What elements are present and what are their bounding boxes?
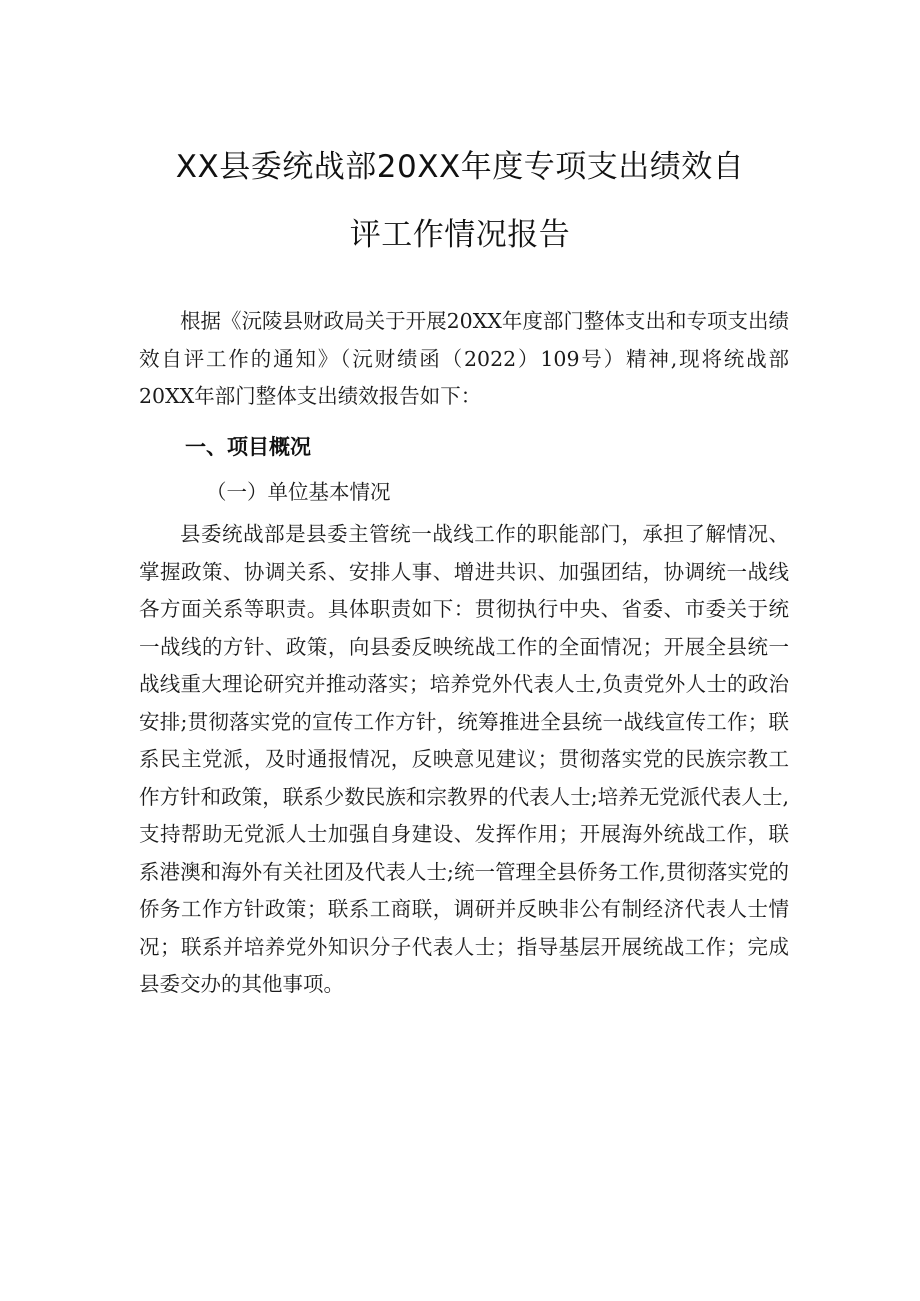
document-title-line-1: XX县委统战部20XX年度专项支出绩效自 [175, 149, 745, 185]
duties-paragraph: 县委统战部是县委主管统一战线工作的职能部门，承担了解情况、掌握政策、协调关系、安排人事、增进共识、加强团结，协调统一战线各方面关系等职责。具体职责如下：贯彻执行中央、省委、市委关于统一战线的方针、政策，向县委反映统战工作的全面情况；开展全县统一战线重大理论研究并推动落实；培养党外代表人士,负责党外人士的政治安排;贯彻落实党的宣传工作方针，统筹推进全县统一战线宣传工作；联系民主党派，及时通报情况，反映意见建议；贯彻落实党的民族宗教工作方针和政策，联系少数民族和宗教界的代表人士;培养无党派代表人士,支持帮助无党派人士加强自身建设、发挥作用；开展海外统战工作，联系港澳和海外有关社团及代表人士;统一管理全县侨务工作,贯彻落实党的侨务工作方针政策；联系工商联，调研并反映非公有制经济代表人士情况；联系并培养党外知识分子代表人士；指导基层开展统战工作；完成县委交办的其他事项。 [139, 522, 789, 996]
document-title-line-2: 评工作情况报告 [349, 217, 571, 253]
section-heading-project-overview: 一、项目概况 [185, 435, 311, 459]
intro-paragraph: 根据《沅陵县财政局关于开展20XX年度部门整体支出和专项支出绩效自评工作的通知》（沅财绩函（2022）109号）精神,现将统战部20XX年部门整体支出绩效报告如下： [139, 309, 789, 408]
subsection-heading-unit-basic-info: （一）单位基本情况 [206, 480, 391, 504]
